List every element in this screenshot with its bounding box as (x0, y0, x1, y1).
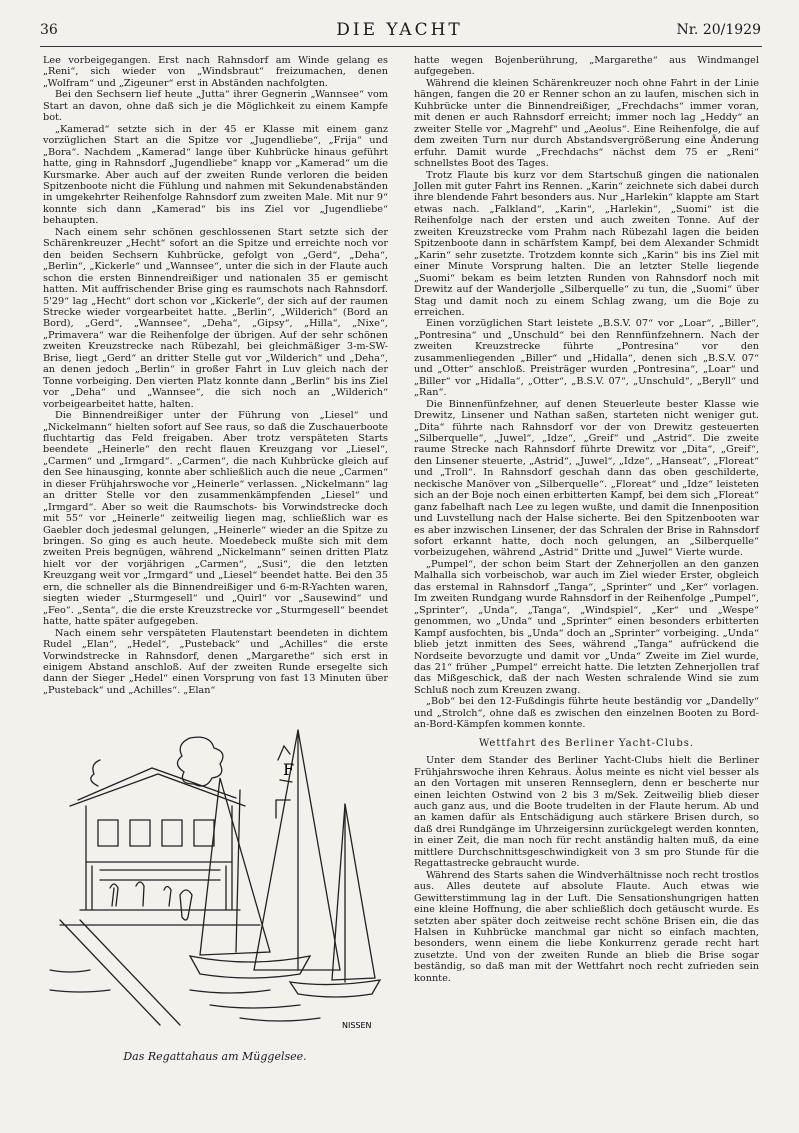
paragraph: Nach einem sehr schönen geschlossenen Start setzte sich der Schärenkreuzer „Hecht“ sofort an die Spitze und erreichte noch vor den beiden Sechsern Kuhbrücke, gefolgt von „Gerd“, „Deha“, „Berlin“, „Kickerle“ und „Wannsee“, unter die sich in der Flaute auch schon die ersten Binnendreißiger und nationalen 35 er gemischt hatten. Mit auffrischender Brise ging es raumschots nach Rahnsdorf. 5'29“ lag „Hecht“ dort schon vor „Kickerle“, der sich auf der raumen Strecke wieder vorgearbeitet hatte. „Berlin“, „Wilderich“ (Bord an Bord), „Gerd“, „Wannsee“, „Deha“, „Gipsy“, „Hilla“, „Nixe“, „Primavera“ war die Reihenfolge der übrigen. Auf der sehr schönen zweiten Kreuzstrecke nach Rübezahl, bei gleichmäßiger 3-m-SW-Brise, liegt „Gerd“ an dritter Stelle gut vor „Wilderich“ und „Deha“, an denen jedoch „Berlin“ in großer Fahrt in Luv gleich nach der Tonne vorbeiging. Den vierten Platz konnte dann „Berlin“ bis ins Ziel vor „Deha“ und „Wannsee“, die sich noch an „Wilderich“ vorbeigearbeitet hatte, halten. (43, 226, 388, 410)
paragraph: „Bob“ bei den 12-Fußdingis führte heute beständig vor „Dandelly“ und „Strolch“, ohne daß es zwischen den einzelnen Booten zu Bord-an-Bord-Kämpfen kommen konnte. (414, 696, 759, 731)
paragraph: Die Binnendreißiger unter der Führung von „Liesel“ und „Nickelmann“ hielten sofort auf See raus, so daß die Zuschauerboote fluchtartig das Feld freigaben. Aber trotz verspäteten Starts beendete „Heinerle“ den recht flauen Kreuzgang vor „Liesel“, „Carmen“ und „Irmgard“. „Carmen“, die nach Kuhbrücke gleich auf den See hinausging, konnte aber schließlich auch die neue „Carmen“ in dieser Frühjahrswoche vor „Heinerle“ verlassen. „Nickelmann“ lag an dritter Stelle vor den zusammenkämpfenden „Liesel“ und „Irmgard“. Aber so weit die Raumschots- bis Vorwindstrecke doch mit 55“ vor „Heinerle“ zeitweilig liegen mag, schließlich war es Gaebler doch jedesmal gelungen, „Heinerle“ wieder an die Spitze zu bringen. So ging es auch heute. Moedebeck mußte sich mit dem zweiten Preis begnügen, während „Nickelmann“ seinen dritten Platz hielt vor der vorjährigen „Carmen“, „Susi“, die den letzten Kreuzgang weit vor „Irmgard“ und „Liesel“ beendet hatte. Bei den 35 ern, die schneller als die Binnendreißiger und 6-m-R-Yachten waren, siegten wieder „Sturmgesell“ und „Quirl“ vor „Sausewind“ und „Feo“. „Senta“, die die erste Kreuzstrecke vor „Sturmgesell“ beendet hatte, hatte später aufgegeben. (43, 410, 388, 628)
paragraph: Unter dem Stander des Berliner Yacht-Clubs hielt die Berliner Frühjahrswoche ihren Kehraus. Äolus meinte es nicht viel besser als an den Vortagen mit unseren Rennseglern, denn er bescherte nur einen leichten Ostwind von 2 bis 3 m/Sek. Zeitweilig blieb dieser auch ganz aus, und die Boote trudelten in der Flaute herum. Ab und an kamen dafür als Entschädigung auch stärkere Brisen durch, so daß drei Rundgänge im Uhrzeigersinn zurückgelegt werden konnten, in einer Zeit, die man noch für recht anständig halten muß, da eine mittlere Durchschnittsgeschwindigkeit von 3 sm pro Stunde für die Regattastrecke gebraucht wurde. (414, 755, 759, 870)
sail-number: F (283, 760, 295, 779)
paragraph: „Pumpel“, der schon beim Start der Zehnerjollen an den ganzen Malhalla sich vorbeischob, war auch im Ziel wieder Erster, obgleich das erstemal in Rahnsdorf „Tanga“, „Sprinter“ und „Ker“ vorlagen. Im zweiten Rundgang wurde Rahnsdorf in der Reihenfolge „Pumpel“, „Sprinter“, „Unda“, „Tanga“, „Windspiel“, „Ker“ und „Wespe“ genommen, wo „Unda“ und „Sprinter“ einen besonders erbitterten Kampf ausfochten, bis „Unda“ doch an „Sprinter“ vorbeiging. „Unda“ blieb jetzt inmitten des Sees, während „Tanga“ aufrückend die Nordseite bevorzugte und damit vor „Unda“ Zweite im Ziel wurde, das 21“ früher „Pumpel“ erreicht hatte. Die letzten Zehnerjollen traf das Mißgeschick, daß der nach Westen schralende Wind sie zum Schluß noch zum Kreuzen zwang. (414, 558, 759, 696)
paragraph: Die Binnenfünfzehner, auf denen Steuerleute bester Klasse wie Drewitz, Linsener und Nathan saßen, starteten nicht weniger gut. „Dita“ führte nach Rahnsdorf vor der von Drewitz gesteuerten „Silberquelle“, „Juwel“, „Idze“, „Greif“ und „Astrid“. Die zweite raume Strecke nach Rahnsdorf führte Drewitz vor „Dita“, „Greif“, den Linsener steuerte, „Astrid“, „Juwel“, „Idze“, „Hanseat“, „Floreat“ und „Troll“. In Rahnsdorf geschah dann das oben geschilderte, neckische Manöver von „Silberquelle“. „Floreat“ und „Idze“ leisteten sich an der Boje noch einen erbitterten Kampf, bei dem sich „Floreat“ ganz fabelhaft nach Lee zu legen wußte, und damit die Innenposition und Luvstellung nach der Halse sicherte. Bei den Spitzenbooten war es aber inzwischen Linsener, der das Schralen der Brise in Rahnsdorf sofort erkannt hatte, doch noch gelungen, an „Silberquelle“ vorbeizugehen, während „Astrid“ Dritte und „Juwel“ Vierte wurde. (414, 398, 759, 559)
paragraph: Lee vorbeigegangen. Erst nach Rahnsdorf am Winde gelang es „Reni“, sich wieder von „Windsbraut“ freizumachen, denen „Wolfram“ und „Zigeuner“ erst in Abständen nachfolgten. (43, 55, 388, 89)
sketch-drawing (40, 720, 390, 1040)
page-header (0, 0, 799, 48)
paragraph: Während die kleinen Schärenkreuzer noch ohne Fahrt in der Linie hängen, fangen die 20 er Renner schon an zu laufen, mischen sich in Kuhbrücke unter die Binnendreißiger, „Frechdachs“ immer voran, mit denen er auch Rahnsdorf erreicht; immer noch lag „Heddy“ an zweiter Stelle vor „Magrehf“ und „Aeolus“. Eine Reihenfolge, die auf dem zweiten Turn nur durch Abstandsvergrößerung eine Änderung erfuhr. Damit wurde „Frechdachs“ nächst dem 75 er „Reni“ schnellstes Boot des Tages. (414, 77, 759, 170)
paragraph: Bei den Sechsern lief heute „Jutta“ ihrer Gegnerin „Wannsee“ vom Start an davon, ohne daß sich je die Möglichkeit zu einem Kampfe bot. (43, 89, 388, 124)
left-column (43, 55, 388, 696)
illustration-caption: Das Regattahaus am Müggelsee. (123, 1050, 307, 1063)
paragraph: Einen vorzüglichen Start leistete „B.S.V. 07“ vor „Loar“, „Biller“, „Pontresina“ und „Unschuld“ bei den Rennfünfzehnern. Nach der zweiten Kreuzstrecke führte „Pontresina“ vor den zusammenliegenden „Biller“ und „Hidalla“, denen sich „B.S.V. 07“ und „Otter“ anschloß. Preisträger wurden „Pontresina“, „Loar“ und „Biller“ vor „Hidalla“, „Otter“, „B.S.V. 07“, „Unschuld“, „Beryll“ und „Ran“. (414, 318, 759, 399)
section-heading: Wettfahrt des Berliner Yacht-Clubs. (478, 737, 695, 749)
paragraph: Trotz Flaute bis kurz vor dem Startschuß gingen die nationalen Jollen mit guter Fahrt ins Rennen. „Karin“ zeichnete sich dabei durch ihre blendende Fahrt besonders aus. Nur „Harlekin“ klappte am Start etwas nach. „Falkland“, „Karin“, „Harlekin“, „Suomi“ ist die Reihenfolge nach der ersten und auch zweiten Tonne. Auf der zweiten Kreuzstrecke vom Prahm nach Rübezahl lagen die beiden Spitzenboote dann in schärfstem Kampf, bei dem Alexander Schmidt „Karin“ sehr zusetzte. Trotzdem konnte sich „Karin“ bis ins Ziel mit einer Minute Vorsprung halten. Die an letzter Stelle liegende „Suomi“ bekam es beim letzten Runden von Rahnsdorf noch mit Drewitz auf der Wanderjolle „Silberquelle“ zu tun, die „Suomi“ über Stag und damit noch zu einem Schlag zwang, um die Boje zu erreichen. (414, 169, 759, 318)
regattahaus-illustration (40, 720, 390, 1040)
page-number: 36 (40, 22, 58, 38)
issue-number: Nr. 20/1929 (676, 22, 761, 38)
paragraph: Während des Starts sahen die Windverhältnisse noch recht trostlos aus. Alles deutete auf absolute Flaute. Auch etwas wie Gewitterstimmung lag in der Luft. Die Sensationshungrigen hatten eine kleine Hoffnung, die aber schließlich doch getäuscht wurde. Es setzten aber später doch zeitweise recht schöne Brisen ein, die das Halsen in Kuhbrücke manchmal gar nicht so einfach machten, besonders, wenn einem die liebe Konkurrenz gerade recht hart zusetzte. Und von der zweiten Runde an blieb die Brise sogar beständig, so daß man mit der Wettfahrt noch recht zufrieden sein konnte. (414, 869, 759, 984)
paragraph: Nach einem sehr verspäteten Flautenstart beendeten in dichtem Rudel „Elan“, „Hedel“, „Pusteback“ und „Achilles“ die erste Vorwindstrecke in Rahnsdorf, denen „Margarethe“ sich erst in einigem Abstand anschloß. Auf der zweiten Runde ersegelte sich dann der Sieger „Hedel“ einen Vorsprung von fast 13 Minuten über „Pusteback“ und „Achilles“. „Elan“ (43, 627, 388, 696)
paragraph: hatte wegen Bojenberührung, „Margarethe“ aus Windmangel aufgegeben. (414, 55, 759, 78)
header-rule (40, 46, 762, 47)
right-column (414, 55, 759, 984)
artist-signature: NISSEN (342, 1021, 372, 1030)
paragraph: „Kamerad“ setzte sich in der 45 er Klasse mit einem ganz vorzüglichen Start an die Spitze vor „Jugendliebe“, „Frija“ und „Bora“. Nachdem „Kamerad“ lange über Kuhbrücke hinaus geführt hatte, ging in Rahnsdorf „Jugendliebe“ knapp vor „Kamerad“ um die Kursmarke. Aber auch auf der zweiten Runde verloren die beiden Spitzenboote nicht die Fühlung und nahmen mit Sekundenabständen in umgekehrter Reihenfolge Rahnsdorf zum zweiten Male. Mit nur 9“ konnte sich dann „Kamerad“ bis ins Ziel vor „Jugendliebe“ behaupten. (43, 123, 388, 227)
journal-title: DIE YACHT (336, 20, 463, 40)
